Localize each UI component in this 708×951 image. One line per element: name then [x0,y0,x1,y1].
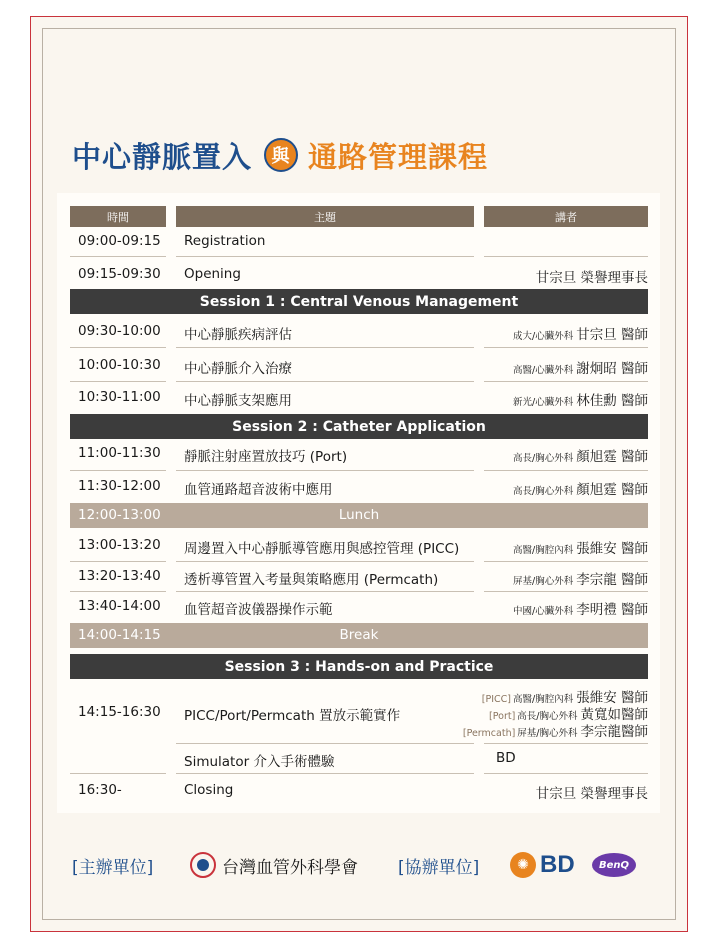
header-speaker: 講者 [484,206,648,227]
handson-tag: [PICC] [481,694,511,705]
row-time: 11:00-11:30 [78,445,161,461]
host-section [72,848,153,882]
benq-logo [592,848,636,882]
row-speaker [513,389,648,409]
divider [70,561,166,562]
page-title [72,133,488,177]
divider [484,743,648,744]
benq-logo-text: BenQ [592,853,636,877]
divider [176,561,474,562]
row-topic: 血管通路超音波術中應用 [184,482,333,498]
session-3-banner: Session 3 : Hands-on and Practice [70,654,648,679]
row-time: 09:00-09:15 [78,233,161,249]
divider [176,591,474,592]
row-topic: 靜脈注射座置放技巧 (Port) [184,449,348,465]
row-speaker-name: 顏旭霆 醫師 [576,449,648,465]
break-banner [70,623,648,648]
row-topic: Closing [184,782,234,798]
row-time: 16:30- [78,782,122,798]
row-time: 09:15-09:30 [78,266,161,282]
divider [70,470,166,471]
row-speaker: BD [496,750,516,766]
row-time: 13:00-13:20 [78,537,161,553]
divider [176,347,474,348]
co-host-label: [協辦單位] [398,857,480,878]
row-speaker [513,537,648,557]
divider [176,743,474,744]
row-topic: 透析導管置入考量與策略應用 (Permcath) [184,572,439,588]
row-affiliation: 高長/胸心外科 [513,453,574,464]
row-topic: Registration [184,233,266,249]
row-speaker-name: 黃寬如醫師 [580,707,648,723]
row-time: 10:00-10:30 [78,357,161,373]
divider [484,347,648,348]
row-speaker-name: 顏旭霆 醫師 [576,482,648,498]
row-time: 10:30-11:00 [78,389,161,405]
row-affiliation: 高醫/心臟外科 [513,365,574,376]
row-speaker [513,568,648,588]
row-speaker: 甘宗旦 榮譽理事長 [535,786,648,802]
row-speaker-name: 李明禮 醫師 [576,602,648,618]
row-topic: 中心靜脈支架應用 [184,393,292,409]
divider [176,773,474,774]
break-label: Break [339,627,379,643]
divider [70,381,166,382]
divider [176,470,474,471]
row-affiliation: 高醫/胸腔內科 [513,545,574,556]
row-affiliation: 成大/心臟外科 [513,331,574,342]
divider [484,381,648,382]
row-time: 11:30-12:00 [78,478,161,494]
row-topic: 周邊置入中心靜脈導管應用與感控管理 (PICC) [184,541,460,557]
row-speaker-name: 林佳勳 醫師 [576,393,648,409]
title-mid-badge: 與 [264,138,298,172]
row-time: 13:20-13:40 [78,568,161,584]
divider [484,561,648,562]
row-speaker [513,445,648,465]
handson-tag: [Permcath] [462,728,516,739]
row-affiliation: 中國/心臟外科 [513,606,574,617]
divider [70,773,166,774]
handson-tag: [Port] [489,711,516,722]
header-time: 時間 [70,206,166,227]
row-affiliation: 高長/胸心外科 [517,711,578,722]
break-time: 14:00-14:15 [78,627,161,643]
divider [484,591,648,592]
host-org-name: 台灣血管外科學會 [222,857,358,878]
row-speaker: 甘宗旦 榮譽理事長 [535,270,648,286]
co-host-section [398,848,479,882]
row-affiliation: 屏基/胸心外科 [513,576,574,587]
title-right: 通路管理課程 [308,139,489,174]
handson-speaker [463,720,648,740]
row-time: 09:30-10:00 [78,323,161,339]
divider [484,773,648,774]
row-topic: PICC/Port/Permcath 置放示範實作 [184,708,401,724]
row-speaker-name: 謝炯昭 醫師 [576,361,648,377]
bd-sun-icon: ✺ [510,852,536,878]
row-affiliation: 新光/心臟外科 [513,397,574,408]
row-speaker-name: 甘宗旦 醫師 [576,327,648,343]
row-topic: Opening [184,266,241,282]
divider [176,381,474,382]
host-org [190,848,358,882]
divider [484,256,648,257]
row-affiliation: 屏基/胸心外科 [517,728,578,739]
row-time: 13:40-14:00 [78,598,161,614]
row-topic: Simulator 介入手術體驗 [184,754,335,770]
society-seal-icon [190,852,216,878]
session-2-banner: Session 2 : Catheter Application [70,414,648,439]
lunch-label: Lunch [338,507,380,523]
row-topic: 血管超音波儀器操作示範 [184,602,333,618]
session-1-banner: Session 1 : Central Venous Management [70,289,648,314]
row-affiliation: 高長/胸心外科 [513,486,574,497]
row-topic: 中心靜脈疾病評估 [184,327,292,343]
lunch-time: 12:00-13:00 [78,507,161,523]
bd-logo [510,848,575,882]
divider [70,347,166,348]
row-speaker [513,357,648,377]
divider [176,256,474,257]
divider [70,591,166,592]
row-speaker-name: 張維安 醫師 [576,690,648,706]
host-label: [主辦單位] [72,857,154,878]
header-topic: 主題 [176,206,474,227]
row-time: 14:15-16:30 [78,704,161,720]
row-speaker [513,323,648,343]
divider [484,470,648,471]
row-speaker [513,478,648,498]
row-speaker-name: 李宗龍醫師 [580,724,648,740]
row-speaker [513,598,648,618]
lunch-banner [70,503,648,528]
row-affiliation: 高醫/胸腔內科 [513,694,574,705]
bd-logo-text: BD [540,851,575,878]
row-speaker-name: 張維安 醫師 [576,541,648,557]
row-topic: 中心靜脈介入治療 [184,361,292,377]
title-left: 中心靜脈置入 [72,139,253,174]
divider [70,256,166,257]
row-speaker-name: 李宗龍 醫師 [576,572,648,588]
